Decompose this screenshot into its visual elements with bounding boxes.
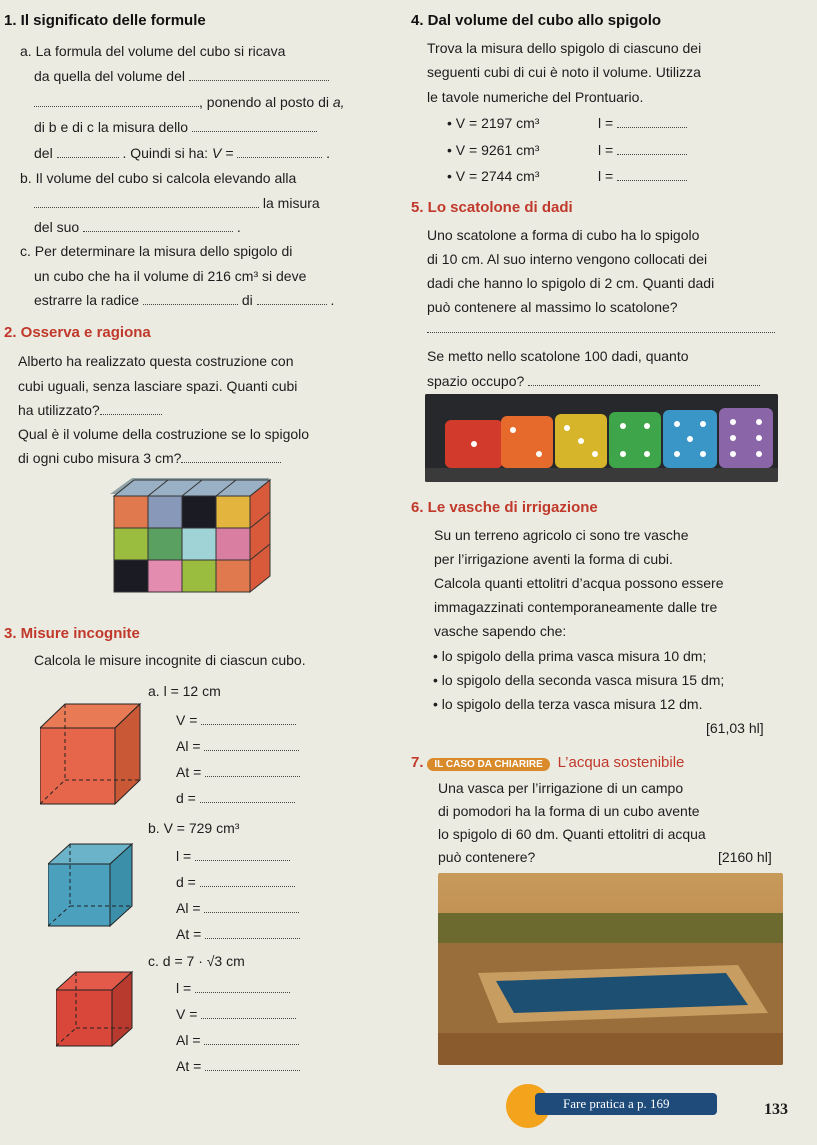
ex3-b-label: b. V = 729 cm³ — [148, 820, 240, 836]
answer-blank[interactable] — [528, 373, 760, 386]
exercise-4-title: 4. Dal volume del cubo allo spigolo — [411, 12, 662, 29]
ex7-answer: [2160 hl] — [718, 849, 772, 865]
answer-blank[interactable] — [617, 142, 687, 155]
ex3-a-row: Al = — [176, 738, 299, 754]
irrigation-pool-photo — [438, 873, 783, 1065]
exercise-5-title: 5. Lo scatolone di dadi — [411, 199, 573, 216]
ex3-a-label: a. l = 12 cm — [148, 683, 221, 699]
ex4-line3: le tavole numeriche del Prontuario. — [427, 89, 644, 105]
ex6-line4: immagazzinati contemporaneamente dalle tre — [434, 599, 718, 615]
cube-c-illustration — [56, 970, 136, 1050]
cube-a-illustration — [40, 700, 145, 808]
ex6-bullet: • lo spigolo della terza vasca misura 12 dm. — [433, 696, 703, 712]
answer-blank[interactable] — [204, 738, 299, 751]
answer-blank[interactable] — [34, 94, 199, 107]
ex3-a-row: V = — [176, 712, 296, 728]
answer-line[interactable] — [427, 332, 775, 333]
answer-blank[interactable] — [204, 900, 299, 913]
answer-blank[interactable] — [195, 848, 290, 861]
answer-blank[interactable] — [100, 402, 162, 415]
answer-blank[interactable] — [201, 1006, 296, 1019]
ex4-answer: l = — [598, 115, 687, 131]
ex5-line5: Se metto nello scatolone 100 dadi, quanto — [427, 348, 689, 364]
page-number: 133 — [764, 1101, 788, 1118]
ex3-b-row: l = — [176, 848, 290, 864]
case-badge: IL CASO DA CHIARIRE — [427, 758, 549, 771]
ex7-line2: di pomodori ha la forma di un cubo avente — [438, 803, 700, 819]
ex6-line3: Calcola quanti ettolitri d’acqua possono essere — [434, 575, 724, 591]
answer-blank[interactable] — [205, 764, 300, 777]
answer-blank[interactable] — [192, 119, 317, 132]
dice-photo — [425, 394, 778, 482]
answer-blank[interactable] — [189, 68, 329, 81]
exercise-3-title: 3. Misure incognite — [4, 625, 140, 642]
ex1-a-line3: , ponendo al posto di a, — [34, 94, 345, 110]
ex5-line4: può contenere al massimo lo scatolone? — [427, 299, 678, 315]
ex3-intro: Calcola le misure incognite di ciascun cubo. — [34, 652, 306, 668]
ex2-line5: di ogni cubo misura 3 cm? — [18, 450, 281, 466]
ex2-line3: ha utilizzato? — [18, 402, 162, 418]
exercise-6-title: 6. Le vasche di irrigazione — [411, 499, 598, 516]
ex3-b-row: Al = — [176, 900, 299, 916]
ex3-b-row: d = — [176, 874, 295, 890]
ex1-a-line5: del . Quindi si ha: V = . — [34, 145, 331, 161]
answer-blank[interactable] — [200, 790, 295, 803]
ex6-bullet: • lo spigolo della seconda vasca misura 15 dm; — [433, 672, 725, 688]
ex2-line2: cubi uguali, senza lasciare spazi. Quanti cubi — [18, 378, 298, 394]
answer-blank[interactable] — [83, 219, 233, 232]
cube-construction-illustration — [110, 474, 275, 604]
answer-blank[interactable] — [204, 1032, 299, 1045]
ex2-line4: Qual è il volume della costruzione se lo spigolo — [18, 426, 310, 442]
ex3-c-row: Al = — [176, 1032, 299, 1048]
answer-blank[interactable] — [181, 450, 281, 463]
answer-blank[interactable] — [205, 926, 300, 939]
answer-blank[interactable] — [201, 712, 296, 725]
ex4-item: • V = 9261 cm³ — [447, 142, 540, 158]
ex3-c-label: c. d = 7 · √3 cm — [148, 953, 245, 969]
ex1-a-line2: da quella del volume del — [34, 68, 329, 84]
ex3-c-row: l = — [176, 980, 290, 996]
ex2-line1: Alberto ha realizzato questa costruzione con — [18, 353, 294, 369]
ex3-b-row: At = — [176, 926, 300, 942]
ex1-b-line3: del suo . — [34, 219, 241, 235]
exercise-1-title: 1. Il significato delle formule — [4, 12, 206, 29]
ex1-a-line1: a. La formula del volume del cubo si ricava — [20, 43, 286, 59]
ex4-item: • V = 2744 cm³ — [447, 168, 540, 184]
ex4-answer: l = — [598, 168, 687, 184]
ex7-line4: può contenere? — [438, 849, 536, 865]
ex3-c-row: At = — [176, 1058, 300, 1074]
exercise-2-title: 2. Osserva e ragiona — [4, 324, 151, 341]
cube-b-illustration — [48, 840, 138, 930]
ex4-item: • V = 2197 cm³ — [447, 115, 540, 131]
ex6-answer: [61,03 hl] — [706, 720, 764, 736]
answer-blank[interactable] — [200, 874, 295, 887]
ex1-c-line3: estrarre la radice di . — [34, 292, 335, 308]
ex5-line2: di 10 cm. Al suo interno vengono collocati dei — [427, 251, 708, 267]
ex5-line3: dadi che hanno lo spigolo di 2 cm. Quanti dadi — [427, 275, 715, 291]
answer-blank[interactable] — [617, 115, 687, 128]
ex5-line6: spazio occupo? — [427, 373, 760, 389]
answer-blank[interactable] — [257, 292, 327, 305]
ex3-a-row: At = — [176, 764, 300, 780]
answer-blank[interactable] — [143, 292, 238, 305]
answer-blank[interactable] — [195, 980, 290, 993]
ex6-line5: vasche sapendo che: — [434, 623, 567, 639]
answer-blank[interactable] — [205, 1058, 300, 1071]
ex4-line2: seguenti cubi di cui è noto il volume. Utilizza — [427, 64, 701, 80]
answer-blank[interactable] — [617, 168, 687, 181]
ex6-bullet: • lo spigolo della prima vasca misura 10 dm; — [433, 648, 707, 664]
answer-blank[interactable] — [237, 145, 322, 158]
answer-blank[interactable] — [34, 195, 259, 208]
ex3-c-row: V = — [176, 1006, 296, 1022]
ex6-line1: Su un terreno agricolo ci sono tre vasche — [434, 527, 689, 543]
ex1-c-line1: c. Per determinare la misura dello spigolo di — [20, 243, 293, 259]
ex1-b-line1: b. Il volume del cubo si calcola elevando alla — [20, 170, 297, 186]
ex1-c-line2: un cubo che ha il volume di 216 cm³ si deve — [34, 268, 307, 284]
answer-blank[interactable] — [57, 145, 119, 158]
ex7-line1: Una vasca per l’irrigazione di un campo — [438, 780, 684, 796]
ex4-line1: Trova la misura dello spigolo di ciascuno dei — [427, 40, 702, 56]
ex7-line3: lo spigolo di 60 dm. Quanti ettolitri di acqua — [438, 826, 706, 842]
ex4-answer: l = — [598, 142, 687, 158]
ex1-a-line4: di b e di c la misura dello — [34, 119, 317, 135]
ex1-b-line2: la misura — [34, 195, 320, 211]
ex6-line2: per l’irrigazione aventi la forma di cubi. — [434, 551, 673, 567]
ex3-a-row: d = — [176, 790, 295, 806]
exercise-7-header: 7. IL CASO DA CHIARIRE L’acqua sostenibile — [411, 754, 685, 771]
practice-link[interactable]: Fare pratica a p. 169 — [535, 1093, 717, 1115]
ex5-line1: Uno scatolone a forma di cubo ha lo spigolo — [427, 227, 700, 243]
